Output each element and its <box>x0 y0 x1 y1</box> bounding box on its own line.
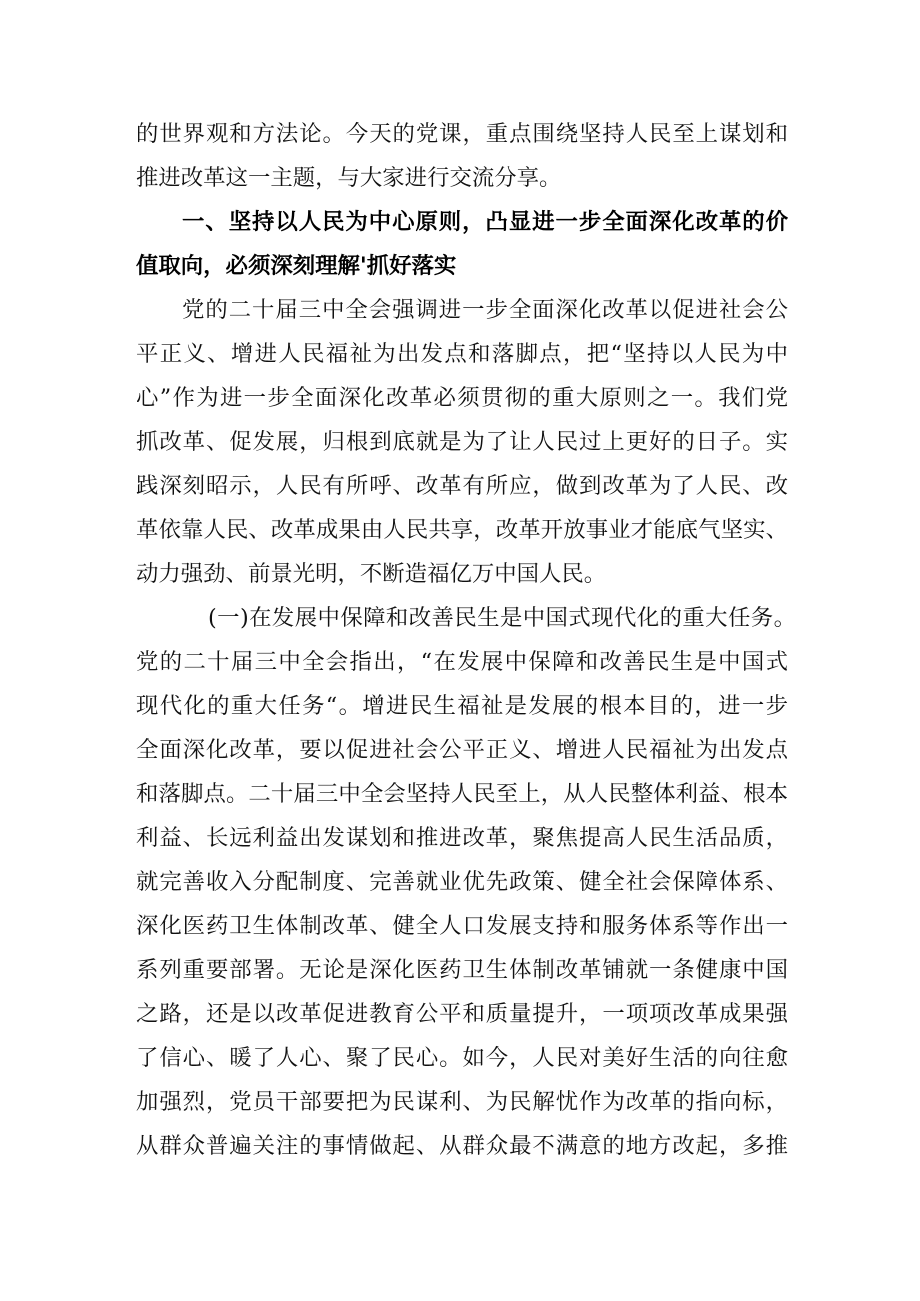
text-line: 践深刻昭示，人民有所呼、改革有所应，做到改革为了人民、改 <box>136 473 788 499</box>
text-line: 抓改革、促发展，归根到底就是为了让人民过上更好的日子。实 <box>136 429 788 455</box>
text-line: 平正义、增进人民福祉为出发点和落脚点，把“坚持以人民为中 <box>136 341 788 367</box>
text-line: 利益、长远利益出发谋划和推进改革，聚焦提高人民生活品质， <box>136 825 788 851</box>
text-line: 的世界观和方法论。今天的党课，重点围绕坚持人民至上谋划和 <box>136 121 788 147</box>
text-line: 从群众普遍关注的事情做起、从群众最不满意的地方改起，多推 <box>136 1133 788 1159</box>
section-heading: 值取向，必须深刻理解'抓好落实 <box>136 253 457 279</box>
text-line: 党的二十届三中全会指出，“在发展中保障和改善民生是中国式 <box>136 649 788 675</box>
text-line: 党的二十届三中全会强调进一步全面深化改革以促进社会公 <box>182 297 788 323</box>
text-line: 之路，还是以改革促进教育公平和质量提升，一项项改革成果强 <box>136 1001 788 1027</box>
text-line: 就完善收入分配制度、完善就业优先政策、健全社会保障体系、 <box>136 869 788 895</box>
text-line: 现代化的重大任务“。增进民生福祉是发展的根本目的，进一步 <box>136 693 788 719</box>
text-line: 推进改革这一主题，与大家进行交流分享。 <box>136 165 562 191</box>
subsection-heading: (一)在发展中保障和改善民生是中国式现代化的重大任务。 <box>208 605 796 631</box>
text-line: 加强烈，党员干部要把为民谋利、为民解忧作为改革的指向标， <box>136 1089 788 1115</box>
text-line: 和落脚点。二十届三中全会坚持人民至上，从人民整体利益、根本 <box>136 781 788 807</box>
text-line: 革依靠人民、改革成果由人民共享，改革开放事业才能底气坚实、 <box>136 517 788 543</box>
section-heading: 一、坚持以人民为中心原则，凸显进一步全面深化改革的价 <box>182 209 788 235</box>
text-line: 了信心、暖了人心、聚了民心。如今，人民对美好生活的向往愈 <box>136 1045 788 1071</box>
text-line: 动力强劲、前景光明，不断造福亿万中国人民。 <box>136 561 607 587</box>
text-line: 深化医药卫生体制改革、健全人口发展支持和服务体系等作出一 <box>136 913 788 939</box>
text-line: 心”作为进一步全面深化改革必须贯彻的重大原则之一。我们党 <box>136 385 788 411</box>
text-line: 全面深化改革，要以促进社会公平正义、增进人民福祉为出发点 <box>136 737 788 763</box>
text-line: 系列重要部署。无论是深化医药卫生体制改革铺就一条健康中国 <box>136 957 788 983</box>
